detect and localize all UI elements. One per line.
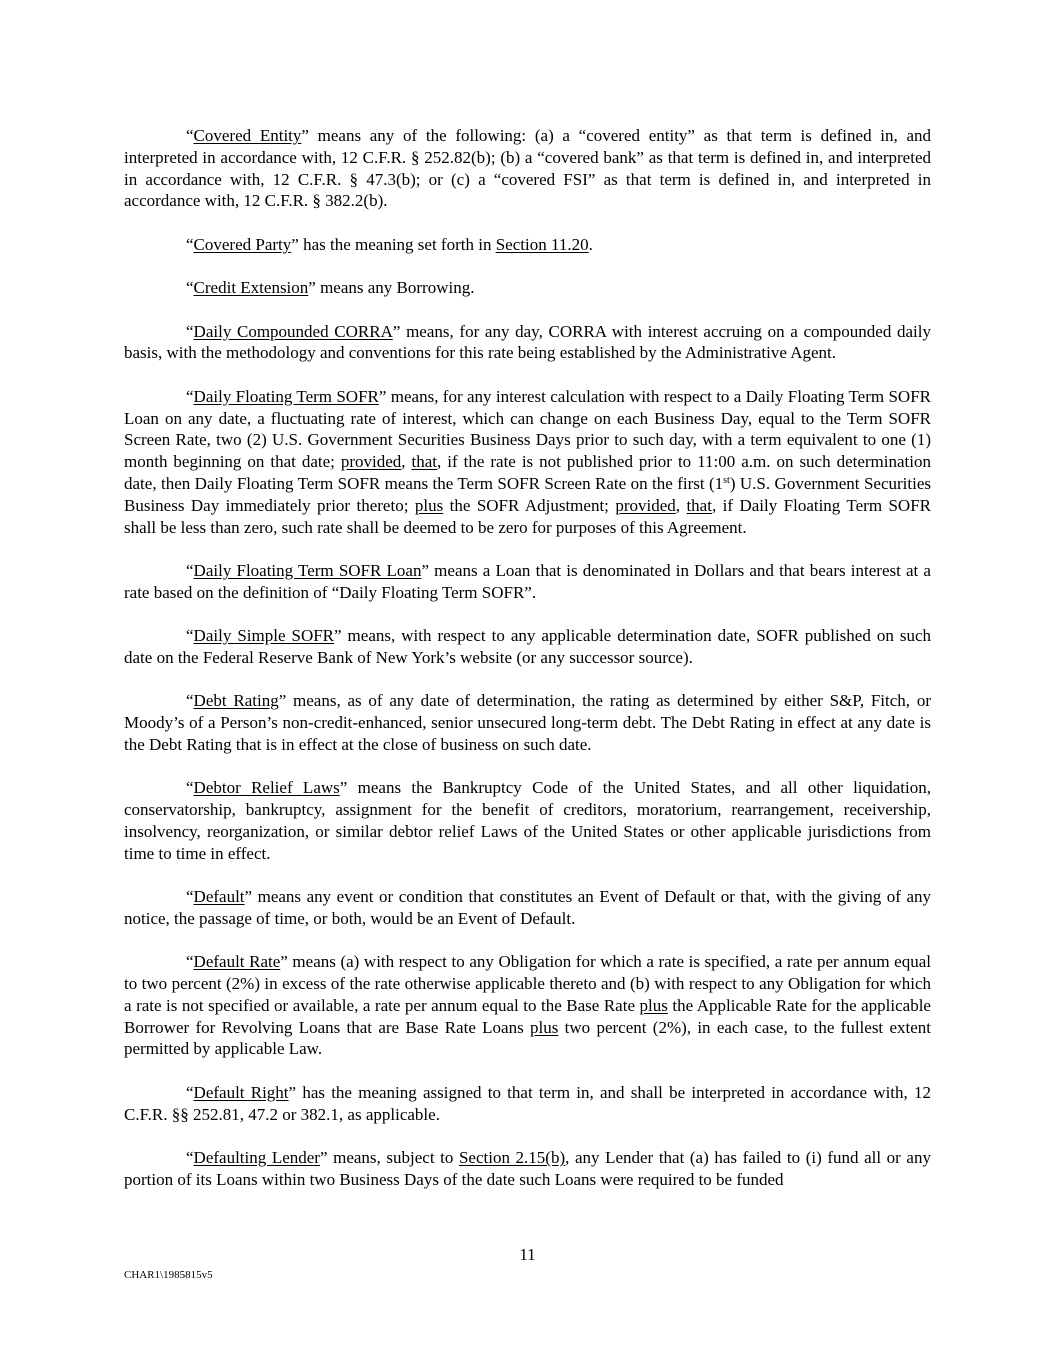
plus-term: plus xyxy=(639,995,668,1015)
definition-default: “Default” means any event or condition that constitutes an Event of Default or that, with the giving of any notice, the passage of time, or both, would be an Event of Default. xyxy=(124,887,931,928)
defined-term: Covered Entity xyxy=(193,126,302,145)
section-reference: Section 2.15(b) xyxy=(458,1148,566,1168)
plus-term: plus xyxy=(414,495,444,515)
provided-term: provided xyxy=(615,495,676,515)
definition-daily-floating-term-sofr-loan: “Daily Floating Term SOFR Loan” means a Loan that is denominated in Dollars and that bears interest at a rate based on the definition of “Daily Floating Term SOFR”. xyxy=(124,560,931,602)
that-term: that xyxy=(686,495,712,515)
definition-debtor-relief-laws: “Debtor Relief Laws” means the Bankruptcy Code of the United States, and all other liquidation, conservatorship, bankruptcy, assignment for the benefit of creditors, moratorium, rearrangement, receivership, insolvency, reorganization, or similar debtor relief Laws of the United States or other applicable jurisdictions from time to time in effect. xyxy=(124,778,931,863)
defined-term: Debtor Relief Laws xyxy=(193,778,340,798)
definition-debt-rating: “Debt Rating” means, as of any date of determination, the rating as determined by either S&P, Fitch, or Moody’s of a Person’s non-credit-enhanced, senior unsecured long-term debt. The Debt Rating in effect at any date is the Debt Rating that is in effect at the close of business on such date. xyxy=(124,691,931,754)
definition-daily-floating-term-sofr: “Daily Floating Term SOFR” means, for any interest calculation with respect to a Daily Floating Term SOFR Loan on any date, a fluctuating rate of interest, which can change on each Business Day, equal to the Term SOFR Screen Rate, two (2) U.S. Government Securities Business Days prior to such day, with a term equivalent to one (1) month beginning on that date; provided, that, if the rate is not published prior to 11:00 a.m. on such determination date, then Daily Floating Term SOFR means the Term SOFR Screen Rate on the first (1st) U.S. Government Securities Business Day immediately prior thereto; plus the SOFR Adjustment; provided, that, if Daily Floating Term SOFR shall be less than zero, such rate shall be deemed to be zero for purposes of this Agreement. xyxy=(124,386,932,537)
defined-term: Daily Compounded CORRA xyxy=(193,321,393,341)
defined-term: Credit Extension xyxy=(193,278,309,298)
definition-default-right: “Default Right” has the meaning assigned to that term in, and shall be interpreted in accordance with, 12 C.F.R. §§ 252.81, 47.2 or 382.1, as applicable. xyxy=(124,1082,932,1124)
definition-credit-extension: “Credit Extension” means any Borrowing. xyxy=(186,278,475,298)
definition-covered-entity: “Covered Entity” means any of the following: (a) a “covered entity” as that term is defined in, and interpreted in accordance with, 12 C.F.R. § 252.82(b); (b) a “covered bank” as that term is defined in, and interpreted in accordance with, 12 C.F.R. § 47.3(b); or (c) a “covered FSI” as that term is defined in, and interpreted in accordance with, 12 C.F.R. § 382.2(b). xyxy=(124,126,931,211)
definition-daily-simple-sofr: “Daily Simple SOFR” means, with respect to any applicable determination date, SOFR published on such date on the Federal Reserve Bank of New York’s website (or any successor source). xyxy=(124,626,931,667)
defined-term: Daily Floating Term SOFR Loan xyxy=(193,560,422,580)
definitions-section xyxy=(124,125,931,1191)
definition-covered-party: “Covered Party” has the meaning set forth in Section 11.20. xyxy=(186,234,593,254)
defined-term: Covered Party xyxy=(193,234,292,254)
defined-term: Default Right xyxy=(193,1082,289,1102)
section-reference: Section 11.20 xyxy=(495,234,589,254)
page-number: 11 xyxy=(519,1245,536,1264)
defined-term: Daily Floating Term SOFR xyxy=(193,386,379,406)
definition-defaulting-lender: “Defaulting Lender” means, subject to Section 2.15(b), any Lender that (a) has failed to (i) fund all or any portion of its Loans within two Business Days of the date such Loans were required to be funded xyxy=(124,1148,931,1189)
definition-default-rate: “Default Rate” means (a) with respect to any Obligation for which a rate is specified, a rate per annum equal to two percent (2%) in excess of the rate otherwise applicable thereto and (b) with respect to any Obligation for which a rate is not specified or available, a rate per annum equal to the Base Rate plus the Applicable Rate for the applicable Borrower for Revolving Loans that are Base Rate Loans plus two percent (2%), in each case, to the fullest extent permitted by applicable Law. xyxy=(124,952,931,1059)
defined-term: Default Rate xyxy=(193,952,281,972)
definition-daily-compounded-corra: “Daily Compounded CORRA” means, for any day, CORRA with interest accruing on a compounded daily basis, with the methodology and conventions for this rate being established by the Administrative Agent. xyxy=(124,321,931,363)
provided-term: provided xyxy=(340,452,402,472)
plus-term: plus xyxy=(530,1017,559,1037)
document-id: CHAR1\1985815v5 xyxy=(124,1269,213,1281)
defined-term: Defaulting Lender xyxy=(193,1148,320,1168)
defined-term: Default xyxy=(193,887,245,907)
defined-term: Debt Rating xyxy=(193,691,279,711)
that-term: that xyxy=(411,452,438,472)
ordinal-superscript: st xyxy=(723,474,730,486)
defined-term: Daily Simple SOFR xyxy=(193,626,335,646)
